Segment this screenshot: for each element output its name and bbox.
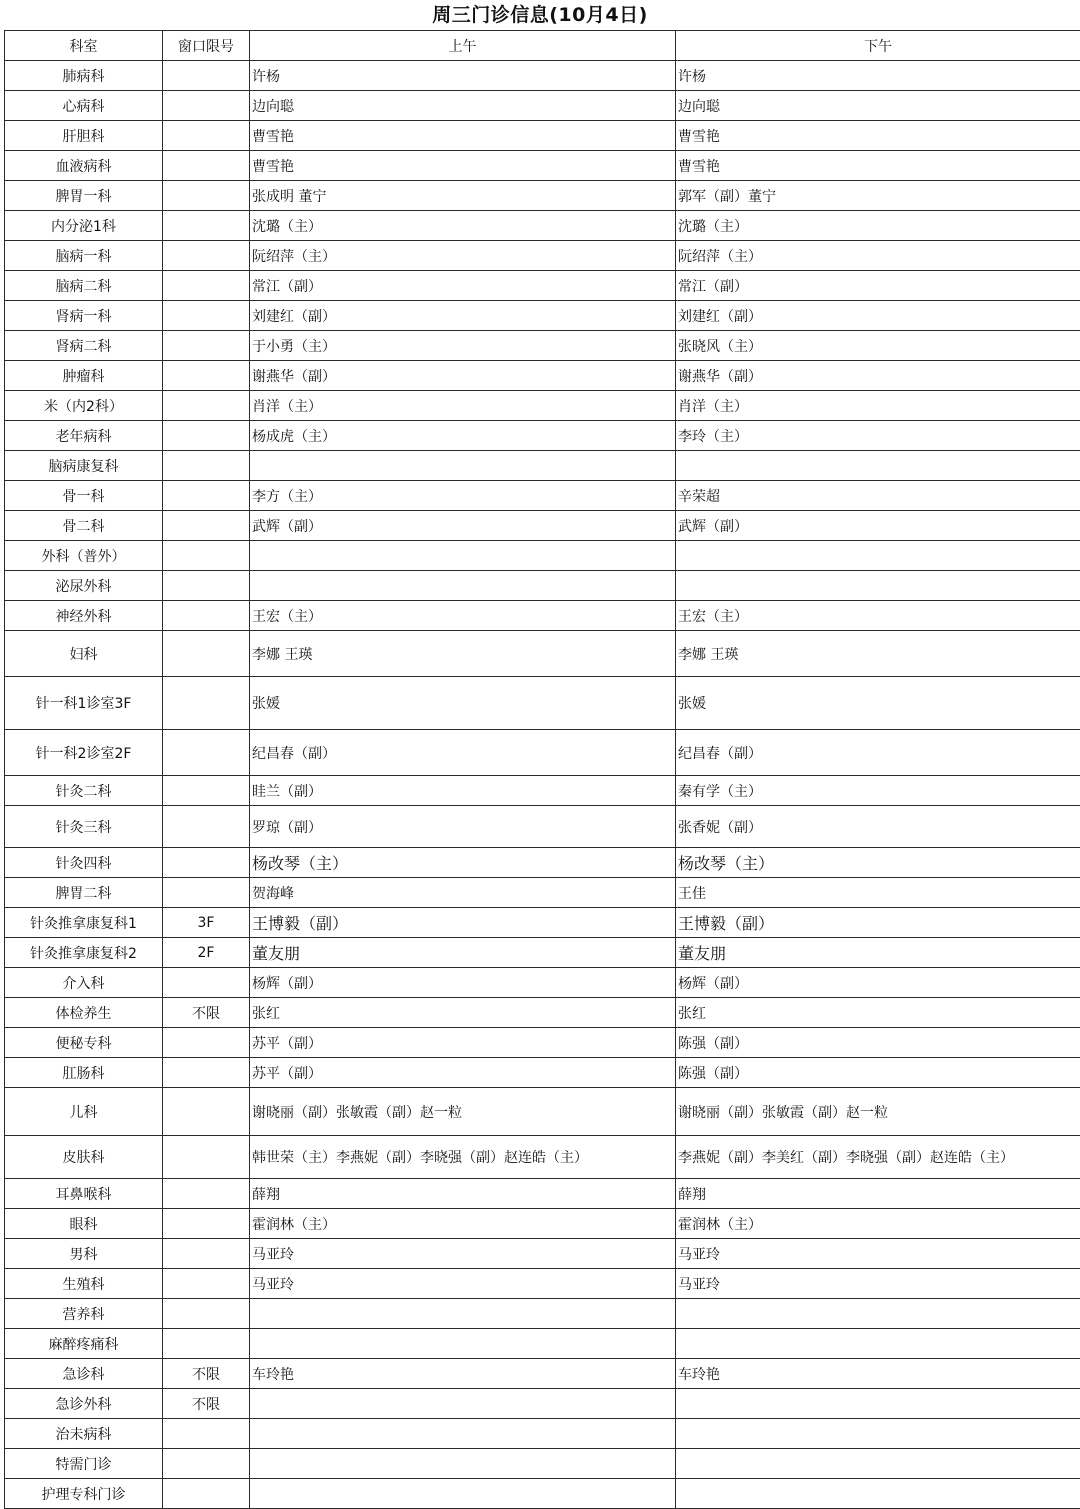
afternoon-doctor-cell: 常江（副） bbox=[676, 271, 1080, 301]
dept-cell: 泌尿外科 bbox=[5, 571, 163, 601]
window-limit-cell bbox=[163, 451, 250, 481]
window-limit-cell bbox=[163, 1028, 250, 1058]
morning-doctor-cell: 霍润林（主） bbox=[250, 1209, 676, 1239]
afternoon-doctor-cell bbox=[676, 1419, 1080, 1449]
morning-doctor-cell: 董友朋 bbox=[250, 938, 676, 968]
afternoon-doctor-cell: 阮绍萍（主） bbox=[676, 241, 1080, 271]
window-limit-cell bbox=[163, 331, 250, 361]
afternoon-doctor-cell: 陈强（副） bbox=[676, 1058, 1080, 1088]
header-morning: 上午 bbox=[250, 31, 676, 61]
table-row bbox=[5, 908, 1080, 938]
table-row bbox=[5, 631, 1080, 677]
window-limit-cell bbox=[163, 361, 250, 391]
dept-cell: 肾病二科 bbox=[5, 331, 163, 361]
window-limit-cell bbox=[163, 776, 250, 806]
table-row bbox=[5, 121, 1080, 151]
table-row bbox=[5, 878, 1080, 908]
window-limit-cell bbox=[163, 91, 250, 121]
window-limit-cell bbox=[163, 601, 250, 631]
morning-doctor-cell: 于小勇（主） bbox=[250, 331, 676, 361]
afternoon-doctor-cell: 张媛 bbox=[676, 677, 1080, 730]
clinic-schedule-table bbox=[4, 30, 1080, 1509]
afternoon-doctor-cell: 刘建红（副） bbox=[676, 301, 1080, 331]
afternoon-doctor-cell: 谢晓丽（副）张敏霞（副）赵一粒 bbox=[676, 1088, 1080, 1136]
morning-doctor-cell: 杨辉（副） bbox=[250, 968, 676, 998]
morning-doctor-cell: 张成明 董宁 bbox=[250, 181, 676, 211]
morning-doctor-cell: 谢燕华（副） bbox=[250, 361, 676, 391]
morning-doctor-cell bbox=[250, 1299, 676, 1329]
window-limit-cell bbox=[163, 511, 250, 541]
dept-cell: 治未病科 bbox=[5, 1419, 163, 1449]
afternoon-doctor-cell: 李燕妮（副）李美红（副）李晓强（副）赵连皓（主） bbox=[676, 1136, 1080, 1179]
window-limit-cell bbox=[163, 151, 250, 181]
table-row bbox=[5, 1329, 1080, 1359]
table-row bbox=[5, 1088, 1080, 1136]
afternoon-doctor-cell: 马亚玲 bbox=[676, 1239, 1080, 1269]
afternoon-doctor-cell: 纪昌春（副） bbox=[676, 730, 1080, 776]
morning-doctor-cell: 边向聪 bbox=[250, 91, 676, 121]
morning-doctor-cell bbox=[250, 1449, 676, 1479]
table-row bbox=[5, 331, 1080, 361]
afternoon-doctor-cell: 薛翔 bbox=[676, 1179, 1080, 1209]
table-row bbox=[5, 211, 1080, 241]
dept-cell: 生殖科 bbox=[5, 1269, 163, 1299]
morning-doctor-cell: 马亚玲 bbox=[250, 1269, 676, 1299]
afternoon-doctor-cell: 武辉（副） bbox=[676, 511, 1080, 541]
morning-doctor-cell: 纪昌春（副） bbox=[250, 730, 676, 776]
morning-doctor-cell: 贺海峰 bbox=[250, 878, 676, 908]
window-limit-cell: 不限 bbox=[163, 998, 250, 1028]
afternoon-doctor-cell: 霍润林（主） bbox=[676, 1209, 1080, 1239]
morning-doctor-cell: 刘建红（副） bbox=[250, 301, 676, 331]
afternoon-doctor-cell bbox=[676, 1389, 1080, 1419]
window-limit-cell bbox=[163, 421, 250, 451]
morning-doctor-cell: 肖洋（主） bbox=[250, 391, 676, 421]
window-limit-cell bbox=[163, 1088, 250, 1136]
table-row bbox=[5, 806, 1080, 848]
morning-doctor-cell bbox=[250, 571, 676, 601]
dept-cell: 护理专科门诊 bbox=[5, 1479, 163, 1509]
dept-cell: 耳鼻喉科 bbox=[5, 1179, 163, 1209]
window-limit-cell bbox=[163, 1419, 250, 1449]
schedule-body bbox=[5, 61, 1080, 1509]
morning-doctor-cell: 张红 bbox=[250, 998, 676, 1028]
morning-doctor-cell: 常江（副） bbox=[250, 271, 676, 301]
window-limit-cell bbox=[163, 806, 250, 848]
dept-cell: 儿科 bbox=[5, 1088, 163, 1136]
dept-cell: 肿瘤科 bbox=[5, 361, 163, 391]
afternoon-doctor-cell: 肖洋（主） bbox=[676, 391, 1080, 421]
table-row bbox=[5, 181, 1080, 211]
morning-doctor-cell: 杨成虎（主） bbox=[250, 421, 676, 451]
window-limit-cell bbox=[163, 481, 250, 511]
window-limit-cell bbox=[163, 391, 250, 421]
window-limit-cell bbox=[163, 1136, 250, 1179]
table-row bbox=[5, 61, 1080, 91]
dept-cell: 急诊外科 bbox=[5, 1389, 163, 1419]
window-limit-cell bbox=[163, 968, 250, 998]
table-row bbox=[5, 241, 1080, 271]
window-limit-cell bbox=[163, 1239, 250, 1269]
table-row bbox=[5, 541, 1080, 571]
window-limit-cell bbox=[163, 677, 250, 730]
dept-cell: 骨二科 bbox=[5, 511, 163, 541]
table-row bbox=[5, 1209, 1080, 1239]
dept-cell: 男科 bbox=[5, 1239, 163, 1269]
morning-doctor-cell bbox=[250, 1389, 676, 1419]
morning-doctor-cell: 马亚玲 bbox=[250, 1239, 676, 1269]
table-row bbox=[5, 1389, 1080, 1419]
table-row bbox=[5, 301, 1080, 331]
morning-doctor-cell: 许杨 bbox=[250, 61, 676, 91]
morning-doctor-cell: 杨改琴（主） bbox=[250, 848, 676, 878]
morning-doctor-cell: 薛翔 bbox=[250, 1179, 676, 1209]
dept-cell: 针灸三科 bbox=[5, 806, 163, 848]
window-limit-cell bbox=[163, 241, 250, 271]
dept-cell: 脑病二科 bbox=[5, 271, 163, 301]
table-row bbox=[5, 1479, 1080, 1509]
afternoon-doctor-cell: 李娜 王瑛 bbox=[676, 631, 1080, 677]
window-limit-cell bbox=[163, 541, 250, 571]
afternoon-doctor-cell: 秦有学（主） bbox=[676, 776, 1080, 806]
dept-cell: 心病科 bbox=[5, 91, 163, 121]
table-row bbox=[5, 1269, 1080, 1299]
afternoon-doctor-cell: 杨改琴（主） bbox=[676, 848, 1080, 878]
dept-cell: 脾胃二科 bbox=[5, 878, 163, 908]
table-row bbox=[5, 730, 1080, 776]
afternoon-doctor-cell: 张红 bbox=[676, 998, 1080, 1028]
window-limit-cell bbox=[163, 211, 250, 241]
morning-doctor-cell: 王博毅（副） bbox=[250, 908, 676, 938]
header-afternoon: 下午 bbox=[676, 31, 1080, 61]
dept-cell: 骨一科 bbox=[5, 481, 163, 511]
afternoon-doctor-cell: 曹雪艳 bbox=[676, 151, 1080, 181]
dept-cell: 脑病一科 bbox=[5, 241, 163, 271]
morning-doctor-cell: 谢晓丽（副）张敏霞（副）赵一粒 bbox=[250, 1088, 676, 1136]
afternoon-doctor-cell: 李玲（主） bbox=[676, 421, 1080, 451]
afternoon-doctor-cell: 王佳 bbox=[676, 878, 1080, 908]
table-row bbox=[5, 271, 1080, 301]
window-limit-cell bbox=[163, 1299, 250, 1329]
dept-cell: 体检养生 bbox=[5, 998, 163, 1028]
afternoon-doctor-cell: 边向聪 bbox=[676, 91, 1080, 121]
morning-doctor-cell: 韩世荣（主）李燕妮（副）李晓强（副）赵连皓（主） bbox=[250, 1136, 676, 1179]
table-row bbox=[5, 1359, 1080, 1389]
window-limit-cell bbox=[163, 1329, 250, 1359]
dept-cell: 针灸推拿康复科2 bbox=[5, 938, 163, 968]
table-row bbox=[5, 1299, 1080, 1329]
table-row bbox=[5, 776, 1080, 806]
table-row bbox=[5, 1419, 1080, 1449]
window-limit-cell bbox=[163, 301, 250, 331]
morning-doctor-cell: 曹雪艳 bbox=[250, 121, 676, 151]
afternoon-doctor-cell bbox=[676, 541, 1080, 571]
afternoon-doctor-cell: 郭军（副）董宁 bbox=[676, 181, 1080, 211]
morning-doctor-cell: 曹雪艳 bbox=[250, 151, 676, 181]
window-limit-cell bbox=[163, 571, 250, 601]
window-limit-cell bbox=[163, 1449, 250, 1479]
window-limit-cell bbox=[163, 61, 250, 91]
afternoon-doctor-cell bbox=[676, 1299, 1080, 1329]
window-limit-cell: 不限 bbox=[163, 1359, 250, 1389]
afternoon-doctor-cell: 沈璐（主） bbox=[676, 211, 1080, 241]
window-limit-cell bbox=[163, 1058, 250, 1088]
table-row bbox=[5, 1058, 1080, 1088]
dept-cell: 针灸二科 bbox=[5, 776, 163, 806]
morning-doctor-cell: 李娜 王瑛 bbox=[250, 631, 676, 677]
afternoon-doctor-cell: 谢燕华（副） bbox=[676, 361, 1080, 391]
afternoon-doctor-cell bbox=[676, 1449, 1080, 1479]
dept-cell: 脑病康复科 bbox=[5, 451, 163, 481]
morning-doctor-cell: 沈璐（主） bbox=[250, 211, 676, 241]
dept-cell: 外科（普外） bbox=[5, 541, 163, 571]
morning-doctor-cell bbox=[250, 451, 676, 481]
afternoon-doctor-cell: 辛荣超 bbox=[676, 481, 1080, 511]
table-row bbox=[5, 998, 1080, 1028]
dept-cell: 特需门诊 bbox=[5, 1449, 163, 1479]
dept-cell: 皮肤科 bbox=[5, 1136, 163, 1179]
afternoon-doctor-cell: 陈强（副） bbox=[676, 1028, 1080, 1058]
table-row bbox=[5, 1239, 1080, 1269]
header-row bbox=[5, 31, 1080, 61]
header-dept: 科室 bbox=[5, 31, 163, 61]
window-limit-cell bbox=[163, 848, 250, 878]
morning-doctor-cell: 罗琼（副） bbox=[250, 806, 676, 848]
dept-cell: 针灸四科 bbox=[5, 848, 163, 878]
table-row bbox=[5, 511, 1080, 541]
table-row bbox=[5, 91, 1080, 121]
dept-cell: 营养科 bbox=[5, 1299, 163, 1329]
afternoon-doctor-cell: 马亚玲 bbox=[676, 1269, 1080, 1299]
dept-cell: 妇科 bbox=[5, 631, 163, 677]
morning-doctor-cell bbox=[250, 1329, 676, 1359]
table-row bbox=[5, 601, 1080, 631]
dept-cell: 便秘专科 bbox=[5, 1028, 163, 1058]
morning-doctor-cell: 王宏（主） bbox=[250, 601, 676, 631]
table-row bbox=[5, 848, 1080, 878]
header-window-limit: 窗口限号 bbox=[163, 31, 250, 61]
dept-cell: 眼科 bbox=[5, 1209, 163, 1239]
morning-doctor-cell: 眭兰（副） bbox=[250, 776, 676, 806]
window-limit-cell bbox=[163, 181, 250, 211]
morning-doctor-cell bbox=[250, 1419, 676, 1449]
afternoon-doctor-cell bbox=[676, 451, 1080, 481]
dept-cell: 针一科1诊室3F bbox=[5, 677, 163, 730]
dept-cell: 针灸推拿康复科1 bbox=[5, 908, 163, 938]
page-title: 周三门诊信息(10月4日) bbox=[0, 0, 1080, 30]
afternoon-doctor-cell: 张晓风（主） bbox=[676, 331, 1080, 361]
afternoon-doctor-cell bbox=[676, 571, 1080, 601]
morning-doctor-cell: 苏平（副） bbox=[250, 1058, 676, 1088]
window-limit-cell bbox=[163, 1269, 250, 1299]
table-row bbox=[5, 1449, 1080, 1479]
table-row bbox=[5, 421, 1080, 451]
table-row bbox=[5, 1179, 1080, 1209]
morning-doctor-cell bbox=[250, 1479, 676, 1509]
window-limit-cell bbox=[163, 1479, 250, 1509]
morning-doctor-cell: 苏平（副） bbox=[250, 1028, 676, 1058]
table-row bbox=[5, 391, 1080, 421]
dept-cell: 血液病科 bbox=[5, 151, 163, 181]
table-row bbox=[5, 571, 1080, 601]
afternoon-doctor-cell: 张香妮（副） bbox=[676, 806, 1080, 848]
table-row bbox=[5, 481, 1080, 511]
dept-cell: 针一科2诊室2F bbox=[5, 730, 163, 776]
afternoon-doctor-cell: 王博毅（副） bbox=[676, 908, 1080, 938]
afternoon-doctor-cell: 许杨 bbox=[676, 61, 1080, 91]
window-limit-cell: 3F bbox=[163, 908, 250, 938]
dept-cell: 肺病科 bbox=[5, 61, 163, 91]
morning-doctor-cell: 张媛 bbox=[250, 677, 676, 730]
table-row bbox=[5, 968, 1080, 998]
afternoon-doctor-cell: 董友朋 bbox=[676, 938, 1080, 968]
morning-doctor-cell: 武辉（副） bbox=[250, 511, 676, 541]
dept-cell: 麻醉疼痛科 bbox=[5, 1329, 163, 1359]
dept-cell: 神经外科 bbox=[5, 601, 163, 631]
table-row bbox=[5, 1136, 1080, 1179]
afternoon-doctor-cell bbox=[676, 1479, 1080, 1509]
table-row bbox=[5, 361, 1080, 391]
morning-doctor-cell: 李方（主） bbox=[250, 481, 676, 511]
window-limit-cell bbox=[163, 1179, 250, 1209]
window-limit-cell: 不限 bbox=[163, 1389, 250, 1419]
afternoon-doctor-cell: 曹雪艳 bbox=[676, 121, 1080, 151]
window-limit-cell bbox=[163, 271, 250, 301]
table-row bbox=[5, 1028, 1080, 1058]
window-limit-cell bbox=[163, 1209, 250, 1239]
dept-cell: 肾病一科 bbox=[5, 301, 163, 331]
table-row bbox=[5, 151, 1080, 181]
dept-cell: 肛肠科 bbox=[5, 1058, 163, 1088]
morning-doctor-cell: 车玲艳 bbox=[250, 1359, 676, 1389]
afternoon-doctor-cell: 杨辉（副） bbox=[676, 968, 1080, 998]
window-limit-cell: 2F bbox=[163, 938, 250, 968]
dept-cell: 脾胃一科 bbox=[5, 181, 163, 211]
morning-doctor-cell: 阮绍萍（主） bbox=[250, 241, 676, 271]
afternoon-doctor-cell bbox=[676, 1329, 1080, 1359]
morning-doctor-cell bbox=[250, 541, 676, 571]
afternoon-doctor-cell: 车玲艳 bbox=[676, 1359, 1080, 1389]
dept-cell: 肝胆科 bbox=[5, 121, 163, 151]
dept-cell: 米（内2科） bbox=[5, 391, 163, 421]
window-limit-cell bbox=[163, 631, 250, 677]
table-row bbox=[5, 677, 1080, 730]
dept-cell: 介入科 bbox=[5, 968, 163, 998]
table-row bbox=[5, 938, 1080, 968]
dept-cell: 内分泌1科 bbox=[5, 211, 163, 241]
dept-cell: 老年病科 bbox=[5, 421, 163, 451]
afternoon-doctor-cell: 王宏（主） bbox=[676, 601, 1080, 631]
window-limit-cell bbox=[163, 878, 250, 908]
window-limit-cell bbox=[163, 730, 250, 776]
dept-cell: 急诊科 bbox=[5, 1359, 163, 1389]
window-limit-cell bbox=[163, 121, 250, 151]
table-row bbox=[5, 451, 1080, 481]
